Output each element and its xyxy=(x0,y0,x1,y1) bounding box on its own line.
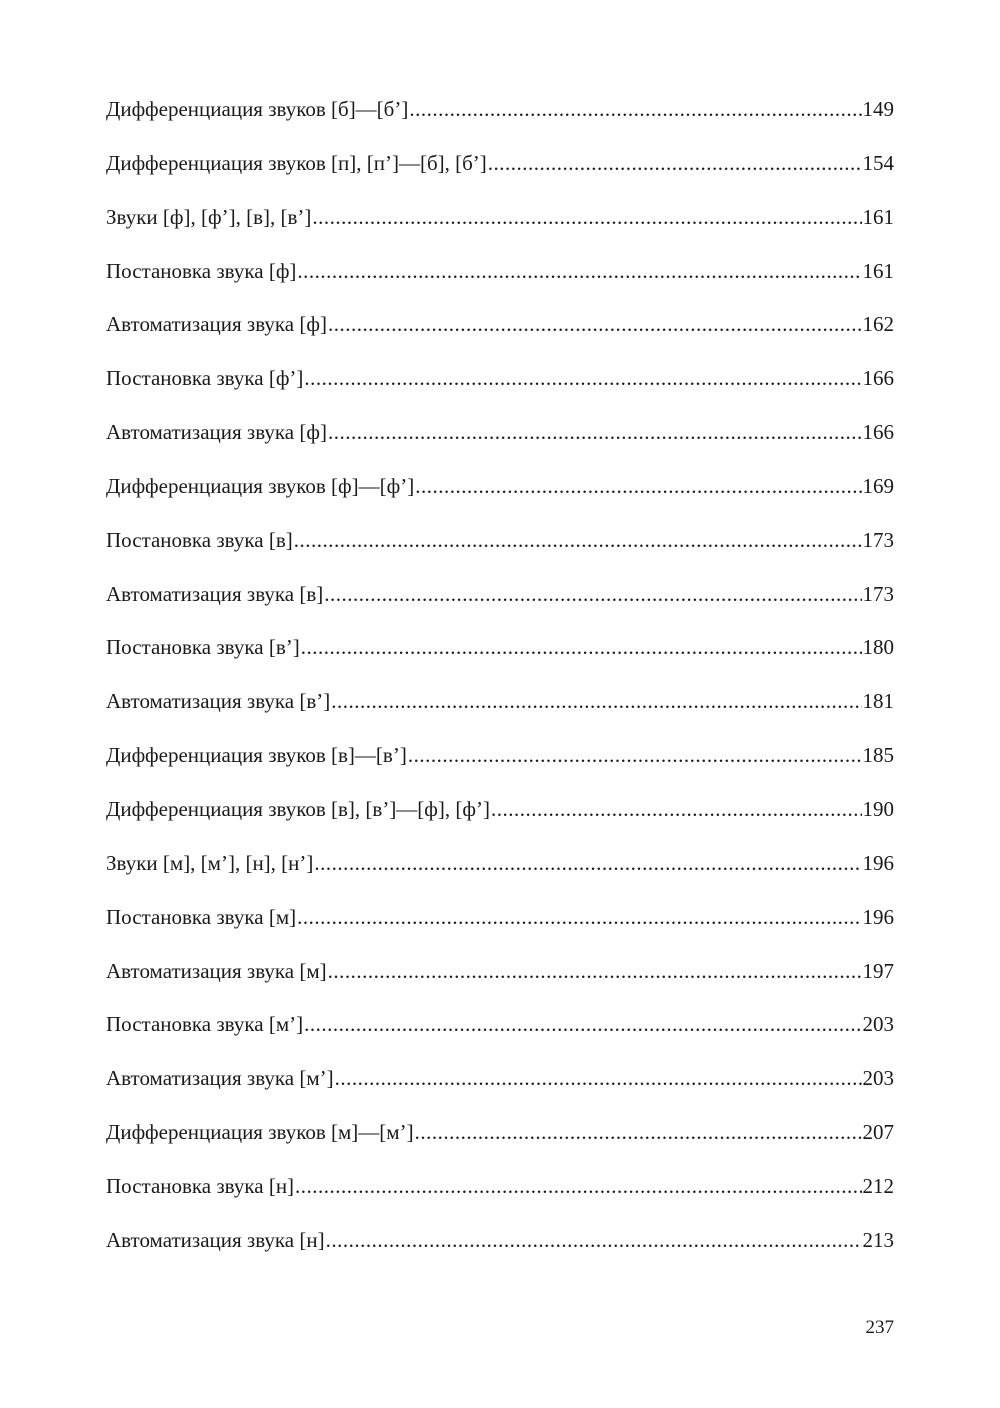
dot-leader xyxy=(335,1061,862,1095)
toc-entry xyxy=(106,254,894,308)
toc-entry-page: 212 xyxy=(862,1173,894,1198)
toc-entry-title: Дифференциация звуков [п], [п’]—[б], [б’] xyxy=(106,150,487,175)
toc-entry-title: Автоматизация звука [м’] xyxy=(106,1066,334,1091)
toc-entry-title: Дифференциация звуков [м]—[м’] xyxy=(106,1120,414,1145)
toc-entry xyxy=(106,415,894,469)
dot-leader xyxy=(324,577,861,611)
dot-leader xyxy=(312,200,861,234)
toc-entry-title: Автоматизация звука [ф] xyxy=(106,312,327,337)
dot-leader xyxy=(409,92,861,126)
dot-leader xyxy=(491,792,862,826)
toc-entry-title: Дифференциация звуков [ф]—[ф’] xyxy=(106,473,415,498)
toc-entry-title: Постановка звука [н] xyxy=(106,1173,295,1198)
dot-leader xyxy=(326,1223,862,1257)
toc-entry-page: 207 xyxy=(862,1120,894,1145)
toc-entry-page: 169 xyxy=(862,473,894,498)
toc-entry xyxy=(106,577,894,631)
toc-entry xyxy=(106,792,894,846)
dot-leader xyxy=(415,469,861,503)
toc-entry-page: 173 xyxy=(862,581,894,606)
toc-entry-page: 180 xyxy=(862,635,894,660)
toc-entry-title: Автоматизация звука [в] xyxy=(106,581,324,606)
toc-entry-title: Постановка звука [ф] xyxy=(106,258,297,283)
toc-entry-page: 213 xyxy=(862,1227,894,1252)
toc-entry-page: 203 xyxy=(862,1012,894,1037)
toc-entry xyxy=(106,954,894,1008)
toc-entry-page: 173 xyxy=(862,527,894,552)
dot-leader xyxy=(488,146,862,180)
toc-entry-page: 196 xyxy=(862,904,894,929)
toc-entry-title: Звуки [ф], [ф’], [в], [в’] xyxy=(106,204,312,229)
toc-entry-title: Звуки [м], [м’], [н], [н’] xyxy=(106,850,314,875)
toc-entry-title: Автоматизация звука [в’] xyxy=(106,689,331,714)
toc-entry-title: Постановка звука [м’] xyxy=(106,1012,304,1037)
toc-entry-title: Дифференциация звуков [в]—[в’] xyxy=(106,743,407,768)
dot-leader xyxy=(328,307,862,341)
dot-leader xyxy=(304,361,861,395)
toc-entry-page: 185 xyxy=(862,743,894,768)
toc-entry xyxy=(106,523,894,577)
dot-leader xyxy=(301,630,862,664)
toc-entry-page: 162 xyxy=(862,312,894,337)
toc-entry-page: 149 xyxy=(862,97,894,121)
dot-leader xyxy=(415,1115,862,1149)
toc-entry-page: 190 xyxy=(862,796,894,821)
toc-entry xyxy=(106,1223,894,1277)
toc-entry-page: 166 xyxy=(862,420,894,445)
toc-entry xyxy=(106,469,894,523)
dot-leader xyxy=(304,1007,861,1041)
toc-entry-title: Автоматизация звука [ф] xyxy=(106,420,327,445)
toc-entry xyxy=(106,1061,894,1115)
dot-leader xyxy=(294,523,862,557)
toc-entry xyxy=(106,92,894,146)
toc-entry-page: 161 xyxy=(862,204,894,229)
toc-entry xyxy=(106,846,894,900)
toc-entry-page: 166 xyxy=(862,366,894,391)
toc-entry xyxy=(106,200,894,254)
toc-entry xyxy=(106,900,894,954)
toc-entry xyxy=(106,1007,894,1061)
dot-leader xyxy=(328,415,862,449)
toc-entry-title: Дифференциация звуков [б]—[б’] xyxy=(106,97,409,121)
toc-entry-page: 197 xyxy=(862,958,894,983)
table-of-contents xyxy=(106,92,894,1277)
toc-entry-page: 196 xyxy=(862,850,894,875)
toc-entry xyxy=(106,361,894,415)
toc-entry xyxy=(106,630,894,684)
toc-entry-page: 181 xyxy=(862,689,894,714)
toc-entry-page: 154 xyxy=(862,150,894,175)
dot-leader xyxy=(408,738,862,772)
toc-entry-title: Автоматизация звука [м] xyxy=(106,958,327,983)
toc-entry-title: Постановка звука [в] xyxy=(106,527,293,552)
toc-entry xyxy=(106,738,894,792)
toc-entry-page: 161 xyxy=(862,258,894,283)
toc-entry-page: 203 xyxy=(862,1066,894,1091)
toc-entry xyxy=(106,1169,894,1223)
dot-leader xyxy=(314,846,861,880)
page-number: 237 xyxy=(865,1317,894,1338)
dot-leader xyxy=(297,900,861,934)
toc-entry-title: Дифференциация звуков [в], [в’]—[ф], [ф’] xyxy=(106,796,490,821)
dot-leader xyxy=(331,684,861,718)
toc-entry xyxy=(106,684,894,738)
dot-leader xyxy=(297,254,861,288)
toc-entry xyxy=(106,146,894,200)
dot-leader xyxy=(295,1169,861,1203)
toc-entry-title: Постановка звука [в’] xyxy=(106,635,300,660)
toc-entry-title: Постановка звука [ф’] xyxy=(106,366,304,391)
toc-entry xyxy=(106,1115,894,1169)
toc-entry xyxy=(106,307,894,361)
toc-entry-title: Автоматизация звука [н] xyxy=(106,1227,325,1252)
toc-entry-title: Постановка звука [м] xyxy=(106,904,297,929)
dot-leader xyxy=(328,954,862,988)
